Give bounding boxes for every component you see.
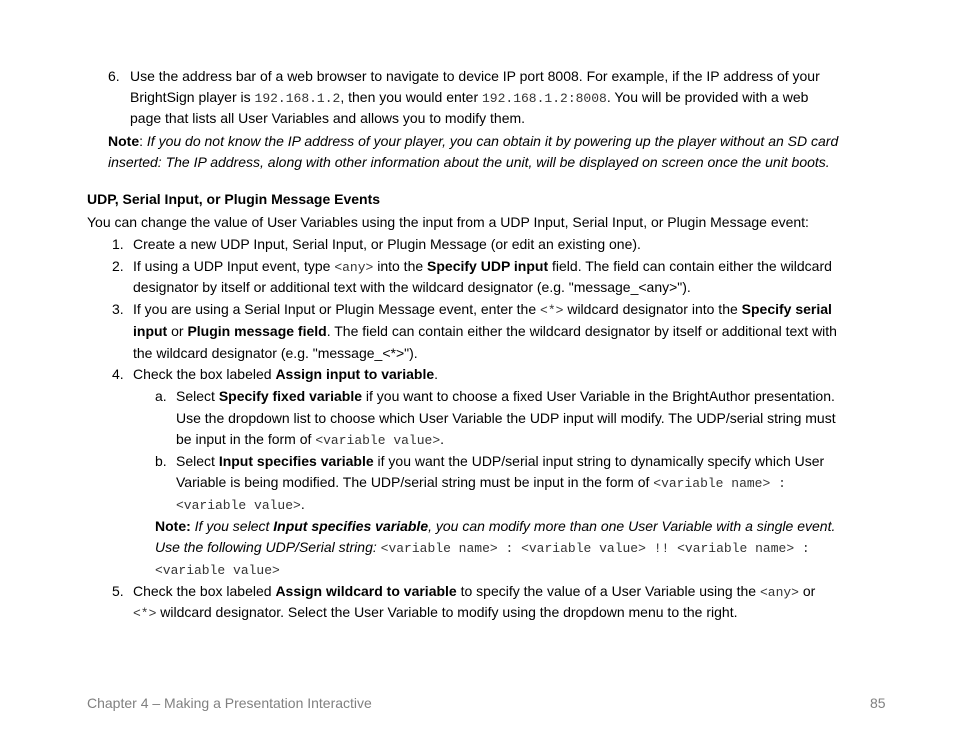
note1-line1: Note: If you do not know the IP address of your player, you can obtain it by powering up the player without an SD card	[108, 133, 839, 149]
step6-line3: page that lists all User Variables and allows you to modify them.	[130, 110, 526, 126]
step4b-line1: Select Input specifies variable if you want the UDP/serial input string to dynamically specify which User	[176, 453, 825, 469]
step6-line2: BrightSign player is 192.168.1.2, then you would enter 192.168.1.2:8008. You will be provided with a web	[130, 89, 809, 106]
list-letter: b.	[155, 453, 167, 469]
note-label: Note:	[155, 518, 191, 534]
step4-text: Check the box labeled Assign input to variable.	[133, 366, 439, 382]
step4a-line2: Use the dropdown list to choose which User Variable the UDP input will modify. The UDP/serial string must	[176, 410, 836, 426]
list-number: 5.	[112, 583, 124, 599]
step3-line2: input or Plugin message field. The field can contain either the wildcard designator by itself or additional text with	[133, 323, 837, 339]
list-number: 2.	[112, 258, 124, 274]
step3-line3: the wildcard designator (e.g. "message_<*>").	[133, 345, 418, 361]
list-letter: a.	[155, 388, 167, 404]
step4a-line1: Select Specify fixed variable if you want to choose a fixed User Variable in the BrightAuthor presentation.	[176, 388, 835, 404]
step4b-line2: Variable is being modified. The UDP/serial string must be input in the form of <variable name> :	[176, 474, 786, 491]
step2-line1: If using a UDP Input event, type <any> into the Specify UDP input field. The field can contain either the wildcard	[133, 258, 832, 275]
note2-line2: Use the following UDP/Serial string: <variable name> : <variable value> !! <variable name> :	[155, 539, 810, 556]
step5-line1: Check the box labeled Assign wildcard to variable to specify the value of a User Variable using the <any> or	[133, 583, 816, 600]
step3-line1: If you are using a Serial Input or Plugin Message event, enter the <*> wildcard designator into the Specify serial	[133, 301, 832, 318]
note2-line1: Note: If you select Input specifies variable, you can modify more than one User Variable with a single event.	[155, 518, 836, 534]
step6-line1: Use the address bar of a web browser to navigate to device IP port 8008. For example, if the IP address of your	[130, 68, 820, 84]
list-number: 6.	[108, 68, 120, 84]
note1-line2: inserted: The IP address, along with other information about the unit, will be displayed on screen once the unit boots.	[108, 154, 830, 170]
list-number: 4.	[112, 366, 124, 382]
ip-address: 192.168.1.2	[254, 91, 341, 106]
step1-text: Create a new UDP Input, Serial Input, or Plugin Message (or edit an existing one).	[133, 236, 641, 252]
step5-line2: <*> wildcard designator. Select the User Variable to modify using the dropdown menu to the right.	[133, 604, 738, 621]
step2-line2: designator by itself or additional text with the wildcard designator (e.g. "message_<any>").	[133, 279, 691, 295]
footer-page-number: 85	[870, 695, 886, 711]
ip-port: 192.168.1.2:8008	[482, 91, 607, 106]
section-heading: UDP, Serial Input, or Plugin Message Events	[87, 191, 381, 207]
note-label: Note	[108, 133, 140, 149]
list-number: 1.	[112, 236, 124, 252]
section-intro: You can change the value of User Variables using the input from a UDP Input, Serial Input, or Plugin Message event:	[87, 214, 809, 230]
note2-line3: <variable value>	[155, 563, 280, 578]
footer-chapter: Chapter 4 – Making a Presentation Interactive	[87, 695, 372, 711]
step4a-line3: be input in the form of <variable value>.	[176, 431, 445, 448]
list-number: 3.	[112, 301, 124, 317]
step4b-line3: <variable value>.	[176, 496, 305, 513]
